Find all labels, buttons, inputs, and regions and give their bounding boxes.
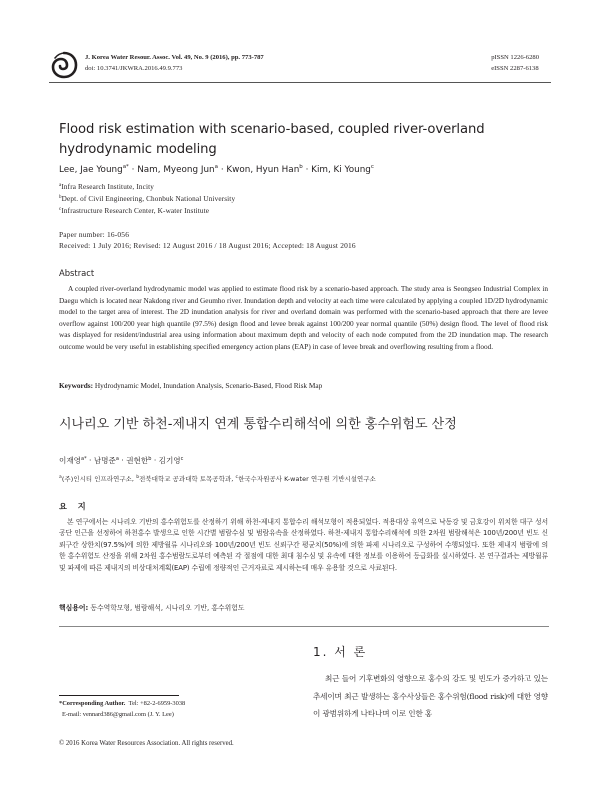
author-sup: b <box>299 164 303 170</box>
affiliation-list <box>59 181 235 216</box>
korean-affiliation-text: 한국수자원공사 K-water 연구원 기반시설연구소 <box>238 475 376 483</box>
affiliation-text: Infrastructure Research Center, K-water Institute <box>61 206 210 215</box>
affiliation-text: Dept. of Civil Engineering, Chonbuk National University <box>61 194 236 203</box>
korean-affiliation-list <box>59 474 376 483</box>
author-list <box>59 164 374 175</box>
korean-summary-body: 본 연구에서는 시나리오 기반의 홍수위험도를 산정하기 위해 하천-제내지 통합수리 해석모형이 적용되었다. 적용대상 유역으로 낙동강 및 금호강이 위치한 대구 성서공단 인근을 선정하여 하천홍수 발생으로 인한 시간별 범람수심 및 범람유속을 산정하였다. 하천-제내지 통합수리해석에 의한 2차원 범람해석은 100년/200년 빈도 신뢰구간 상한치(97.5%)에 의한 제방월류 시나리오와 100년/200년 빈도 신뢰구간 평균치(50%)에 의한 파제 시나리오로 구성하여 수행되었다. 또한 제내지 범람에 의한 홍수위험도 산정을 위해 2차원 홍수범람도로부터 예측된 각 절점에 대한 최대 침수심 및 유속에 대한 정보를 이용하여 등급화를 실시하였다. 본 연구결과는 제방월류 및 파제에 따른 제내지의 비상대처계획(EAP) 수립에 정량적인 근거자료로 제시하는데 매우 유용할 것으로 사료된다. <box>59 518 548 572</box>
affiliation-item <box>59 205 235 217</box>
section-body: 최근 들어 기후변화의 영향으로 홍수의 강도 및 빈도가 증가하고 있는 추세이며 최근 발생하는 홍수사상들은 홍수위험(flood risk)에 대한 영향이 광범위하게 나타나며 이로 인한 홍 <box>313 674 548 718</box>
affiliation-sup: b <box>59 194 62 200</box>
issn-block <box>491 52 539 74</box>
corresponding-tel: Tel: +82-2-6959-3038 <box>128 700 186 707</box>
section-divider <box>59 626 549 627</box>
korean-affiliation-text: (주)인시티 인프라연구소, <box>61 475 135 483</box>
korean-keywords <box>59 602 244 612</box>
korean-author-sup: c <box>180 456 184 462</box>
keywords-text: Hydrodynamic Model, Inundation Analysis, Scenario-Based, Flood Risk Map <box>94 381 323 390</box>
korean-author-list <box>59 455 183 466</box>
affiliation-sup: a <box>59 183 62 188</box>
affiliation-text: Infra Research Institute, Incity <box>61 183 154 191</box>
korean-title: 시나리오 기반 하천-제내지 연계 통합수리해석에 의한 홍수위험도 산정 <box>59 417 457 432</box>
copyright-notice: © 2016 Korea Water Resources Association. All rights reserved. <box>59 740 234 747</box>
korean-affiliation-sup: b <box>136 475 140 480</box>
author-separator: · <box>153 456 159 465</box>
paper-number: Paper number: 16-056 <box>59 230 130 239</box>
keywords-label: Keywords: <box>59 381 94 390</box>
author-name: Kim, Ki Young <box>311 165 371 175</box>
pissn: pISSN 1226-6280 <box>491 54 539 61</box>
corresponding-label: *Corresponding Author. <box>59 700 126 707</box>
author-sup: a* <box>122 164 129 170</box>
section-heading: 1. 서 론 <box>313 645 368 659</box>
header-rule <box>49 82 551 83</box>
korean-affiliation-sup: c <box>235 475 239 480</box>
abstract-body: A coupled river-overland hydrodynamic model was applied to estimate flood risk by a scenario-based approach. The study area is Seongseo Industrial Complex in Daegu which is located near Nakdong river and Geumho river. Inundation depth and velocity at each time were calculated by applying a coupled 1D/2D hydrodynamic model to the target area of interest. The 2D inundation analysis for river and overland domain was performed with the scenario-based approach that there are levee overflow against 100/200 year high quantile (97.5%) design flood and levee break against 100/200 year normal quantile (50%) design flood. The level of flood risk was displayed for resident/industrial area using information about maximum depth and velocity of each node computed from the 2D inundation map. The research outcome would be very useful in establishing specified emergency action plans (EAP) in case of levee break and overflowing resulting from a flood. <box>59 284 548 351</box>
corresponding-author <box>59 699 185 720</box>
korean-keywords-label: 핵심용어: <box>59 604 89 612</box>
author-sup: c <box>370 164 374 170</box>
footnote-rule <box>59 695 179 696</box>
korean-author-name: 권현한 <box>126 456 149 465</box>
author-sup: a <box>214 164 219 170</box>
korean-affiliation-sup: a <box>59 475 62 480</box>
keywords <box>59 381 322 390</box>
author-name: Lee, Jae Young <box>59 165 123 175</box>
author-name: Nam, Myeong Jun <box>137 165 215 175</box>
korean-author-sup: a <box>115 456 119 462</box>
author-separator: · <box>305 165 312 175</box>
author-separator: · <box>220 165 227 175</box>
affiliation-item <box>59 193 235 205</box>
eissn: eISSN 2287-6138 <box>491 65 539 72</box>
journal-reference: J. Korea Water Resour. Assoc. Vol. 49, No. 9 (2016), pp. 773-787 <box>85 54 264 61</box>
paper-title: Flood risk estimation with scenario-based, coupled river-overland hydrodynamic modeling <box>59 122 485 157</box>
journal-logo-icon <box>49 50 79 80</box>
author-name: Kwon, Hyun Han <box>226 165 300 175</box>
korean-author-name: 김기영 <box>158 456 181 465</box>
korean-keywords-text: 동수역학모형, 범람해석, 시나리오 기반, 홍수위험도 <box>90 604 245 612</box>
korean-summary-heading: 요 지 <box>59 501 90 511</box>
doi-link[interactable]: doi: 10.3741/JKWRA.2016.49.9.773 <box>85 65 183 72</box>
affiliation-sup: c <box>59 206 62 212</box>
author-separator: · <box>89 456 94 465</box>
corresponding-line <box>59 699 185 710</box>
korean-author-sup: b <box>148 456 152 462</box>
corresponding-email[interactable]: E-mail: vennard386@gmail.com (J. Y. Lee) <box>62 710 174 718</box>
journal-citation <box>85 52 264 74</box>
abstract-heading: Abstract <box>59 268 95 278</box>
korean-author-name: 남명준 <box>93 456 116 465</box>
korean-affiliation-text: 전북대학교 공과대학 토목공학과, <box>139 475 234 483</box>
received-dates: Received: 1 July 2016; Revised: 12 August 2016 / 18 August 2016; Accepted: 18 August 2016 <box>59 241 356 250</box>
korean-author-name: 이재영 <box>59 456 82 465</box>
affiliation-item <box>59 181 235 193</box>
author-separator: · <box>121 456 127 465</box>
author-separator: · <box>131 165 138 175</box>
korean-author-sup: a* <box>81 456 87 462</box>
